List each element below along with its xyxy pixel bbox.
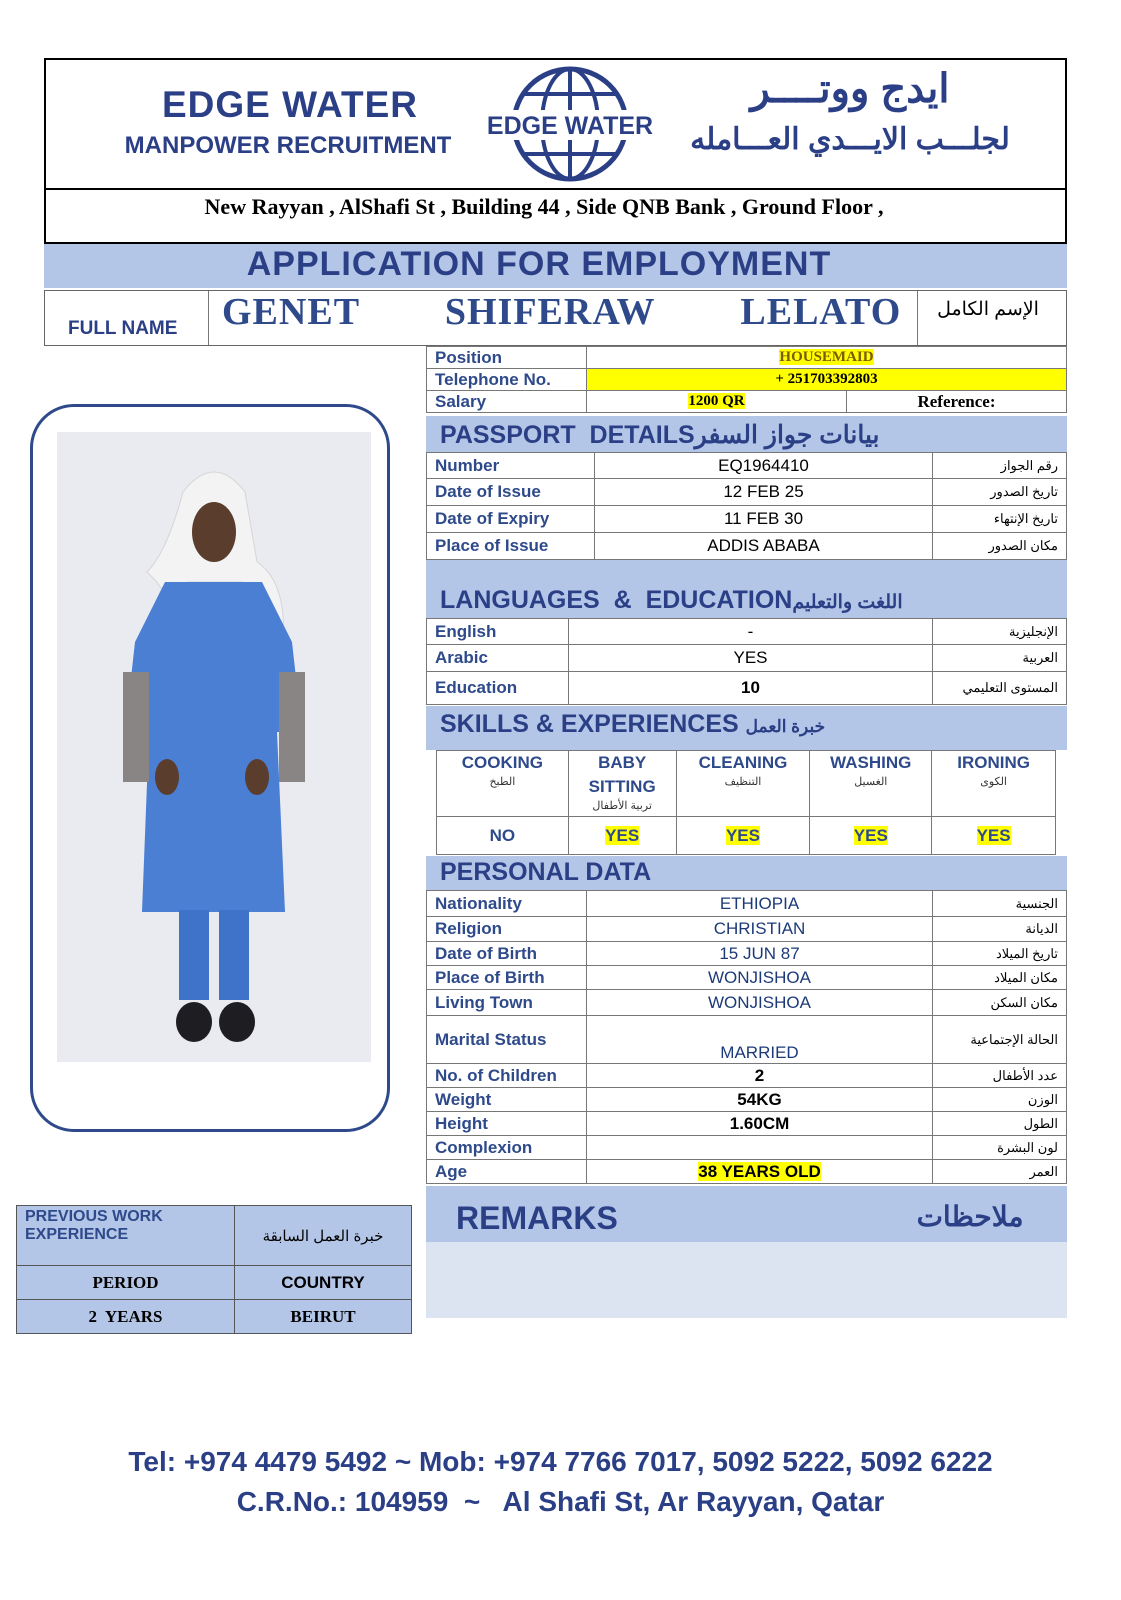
period-value: 2 YEARS	[17, 1300, 235, 1334]
skill-header	[932, 751, 1056, 817]
previous-work-table	[16, 1205, 412, 1334]
row-label: Height	[427, 1112, 587, 1136]
skill-header	[810, 751, 932, 817]
row-label: Number	[427, 453, 595, 479]
skill-header	[568, 751, 676, 817]
telephone-value: + 251703392803	[587, 369, 1067, 391]
table-row	[427, 891, 1067, 917]
row-value	[587, 1160, 933, 1184]
row-label: Date of Birth	[427, 942, 587, 966]
table-row	[427, 1016, 1067, 1064]
skill-name-arabic: الكوى	[980, 776, 1007, 788]
telephone-label: Telephone No.	[427, 369, 587, 391]
table-row	[427, 966, 1067, 990]
row-value: ADDIS ABABA	[595, 533, 933, 560]
row-value: 12 FEB 25	[595, 479, 933, 506]
skill-value-text: YES	[976, 825, 1011, 845]
row-label: Date of Issue	[427, 479, 595, 506]
row-label-arabic: عدد الأطفال	[933, 1064, 1067, 1088]
table-row	[427, 672, 1067, 705]
skill-name-arabic: الغسيل	[854, 776, 888, 788]
table-row	[427, 506, 1067, 533]
row-label-arabic: العمر	[933, 1160, 1067, 1184]
logo-text: EDGE WATER	[488, 112, 653, 140]
row-value-highlight: 38 YEARS OLD	[698, 1161, 821, 1181]
globe-logo-icon	[488, 66, 653, 182]
row-label: Complexion	[427, 1136, 587, 1160]
country-label: COUNTRY	[235, 1266, 412, 1300]
row-value: 11 FEB 30	[595, 506, 933, 533]
skills-heading-text: SKILLS & EXPERIENCES	[440, 710, 739, 738]
company-address: New Rayyan , AlShafi St , Building 44 , Side QNB Bank , Ground Floor ,	[204, 194, 884, 219]
table-row	[427, 479, 1067, 506]
row-label: Nationality	[427, 891, 587, 917]
previous-work-heading: PREVIOUS WORK EXPERIENCE	[17, 1206, 235, 1266]
table-row	[427, 1088, 1067, 1112]
languages-heading-text: LANGUAGES & EDUCATION	[440, 586, 793, 614]
languages-heading	[426, 560, 1067, 618]
applicant-photo	[57, 432, 371, 1062]
row-label-arabic: الطول	[933, 1112, 1067, 1136]
row-value: WONJISHOA	[587, 966, 933, 990]
row-label-arabic: الإنجليزية	[933, 619, 1067, 645]
row-label: Living Town	[427, 990, 587, 1016]
skill-value-text: YES	[853, 825, 888, 845]
skill-name: WASHING	[830, 753, 912, 772]
company-name-arabic: ايدج ووتــــر	[750, 67, 950, 111]
passport-heading-text: PASSPORT DETAILS	[440, 421, 695, 449]
row-label-arabic: مكان السكن	[933, 990, 1067, 1016]
skill-name-arabic: تربية الأطفال	[592, 800, 652, 812]
row-value: 54KG	[587, 1088, 933, 1112]
skill-name: CLEANING	[698, 753, 788, 772]
row-value: WONJISHOA	[587, 990, 933, 1016]
row-label-arabic: الحالة الإجتماعية	[933, 1016, 1067, 1064]
row-label: Place of Issue	[427, 533, 595, 560]
remarks-label: REMARKS	[456, 1200, 618, 1236]
skill-value-text: YES	[605, 825, 640, 845]
row-value: MARRIED	[587, 1016, 933, 1064]
remarks-label-arabic: ملاحظات	[916, 1201, 1024, 1232]
row-value: -	[569, 619, 933, 645]
skills-heading	[426, 706, 1067, 750]
skill-value	[437, 817, 569, 855]
row-value: 1.60CM	[587, 1112, 933, 1136]
skill-header	[437, 751, 569, 817]
passport-table	[426, 452, 1067, 560]
row-label: Religion	[427, 917, 587, 942]
full-name-label-arabic: الإسم الكامل	[937, 299, 1039, 320]
row-label: Arabic	[427, 645, 569, 672]
table-row	[427, 1160, 1067, 1184]
row-label: Date of Expiry	[427, 506, 595, 533]
skill-name: IRONING	[957, 753, 1030, 772]
skills-table	[436, 750, 1056, 855]
skill-value	[810, 817, 932, 855]
passport-heading-arabic: بيانات جواز السفر	[694, 421, 880, 449]
position-table	[426, 346, 1067, 413]
table-row	[427, 645, 1067, 672]
row-label-arabic: الديانة	[933, 917, 1067, 942]
languages-heading-arabic: اللغت والتعليم	[792, 592, 903, 613]
skill-value	[932, 817, 1056, 855]
row-value: YES	[569, 645, 933, 672]
company-subtitle: MANPOWER RECRUITMENT	[124, 132, 452, 159]
row-label-arabic: رقم الجواز	[933, 453, 1067, 479]
skill-value	[568, 817, 676, 855]
row-value: 15 JUN 87	[587, 942, 933, 966]
row-label: Weight	[427, 1088, 587, 1112]
table-row	[427, 453, 1067, 479]
table-row	[427, 942, 1067, 966]
page-title: APPLICATION FOR EMPLOYMENT	[246, 245, 832, 283]
row-label-arabic: تاريخ الصدور	[933, 479, 1067, 506]
personal-data-table	[426, 890, 1067, 1184]
table-row	[427, 1064, 1067, 1088]
company-name: EDGE WATER	[162, 84, 418, 125]
row-label-arabic: مكان الميلاد	[933, 966, 1067, 990]
row-label: Age	[427, 1160, 587, 1184]
full-name-value: GENET SHIFERAW LELATO	[222, 291, 902, 333]
skill-header	[676, 751, 810, 817]
row-label-arabic: لون البشرة	[933, 1136, 1067, 1160]
languages-table	[426, 618, 1067, 705]
salary-label: Salary	[427, 391, 587, 413]
company-subtitle-arabic: لجلـــب الايـــدي العـــامله	[690, 123, 1010, 156]
reference-label: Reference:	[847, 391, 1067, 413]
position-label: Position	[427, 347, 587, 369]
footer-contact: Tel: +974 4479 5492 ~ Mob: +974 7766 7017, 5092 5222, 5092 6222	[128, 1446, 993, 1477]
row-label-arabic: مكان الصدور	[933, 533, 1067, 560]
table-row	[427, 990, 1067, 1016]
personal-heading: PERSONAL DATA	[426, 856, 1067, 890]
row-value	[587, 1136, 933, 1160]
country-value: BEIRUT	[235, 1300, 412, 1334]
row-value: 10	[569, 672, 933, 705]
table-row	[427, 917, 1067, 942]
skill-name: COOKING	[461, 753, 543, 772]
table-row	[427, 1112, 1067, 1136]
footer-address: C.R.No.: 104959 ~ Al Shafi St, Ar Rayyan, Qatar	[236, 1486, 885, 1517]
salary-value: 1200 QR	[688, 393, 745, 409]
row-label: Place of Birth	[427, 966, 587, 990]
skills-heading-arabic: خبرة العمل	[745, 717, 826, 736]
table-row	[427, 533, 1067, 560]
position-value: HOUSEMAID	[779, 349, 874, 365]
previous-work-heading-arabic: خبرة العمل السابقة	[235, 1206, 412, 1266]
table-row	[427, 1136, 1067, 1160]
skill-value-text: YES	[725, 825, 760, 845]
row-label-arabic: العربية	[933, 645, 1067, 672]
period-label: PERIOD	[17, 1266, 235, 1300]
row-value: ETHIOPIA	[587, 891, 933, 917]
row-label-arabic: تاريخ الميلاد	[933, 942, 1067, 966]
row-value: 2	[587, 1064, 933, 1088]
row-value: CHRISTIAN	[587, 917, 933, 942]
skill-name-arabic: الطبخ	[489, 776, 516, 788]
row-value: EQ1964410	[595, 453, 933, 479]
skill-name-arabic: التنظيف	[724, 776, 762, 788]
skill-value-text: NO	[489, 825, 516, 845]
skill-value	[676, 817, 810, 855]
row-label-arabic: المستوى التعليمي	[933, 672, 1067, 705]
row-label-arabic: الجنسية	[933, 891, 1067, 917]
row-label: Marital Status	[427, 1016, 587, 1064]
row-label: Education	[427, 672, 569, 705]
row-label: English	[427, 619, 569, 645]
skill-name: BABY SITTING	[588, 753, 656, 796]
row-label: No. of Children	[427, 1064, 587, 1088]
row-label-arabic: الوزن	[933, 1088, 1067, 1112]
passport-heading	[426, 416, 1067, 452]
full-name-label: FULL NAME	[68, 318, 178, 339]
table-row	[427, 619, 1067, 645]
row-label-arabic: تاريخ الإنتهاء	[933, 506, 1067, 533]
